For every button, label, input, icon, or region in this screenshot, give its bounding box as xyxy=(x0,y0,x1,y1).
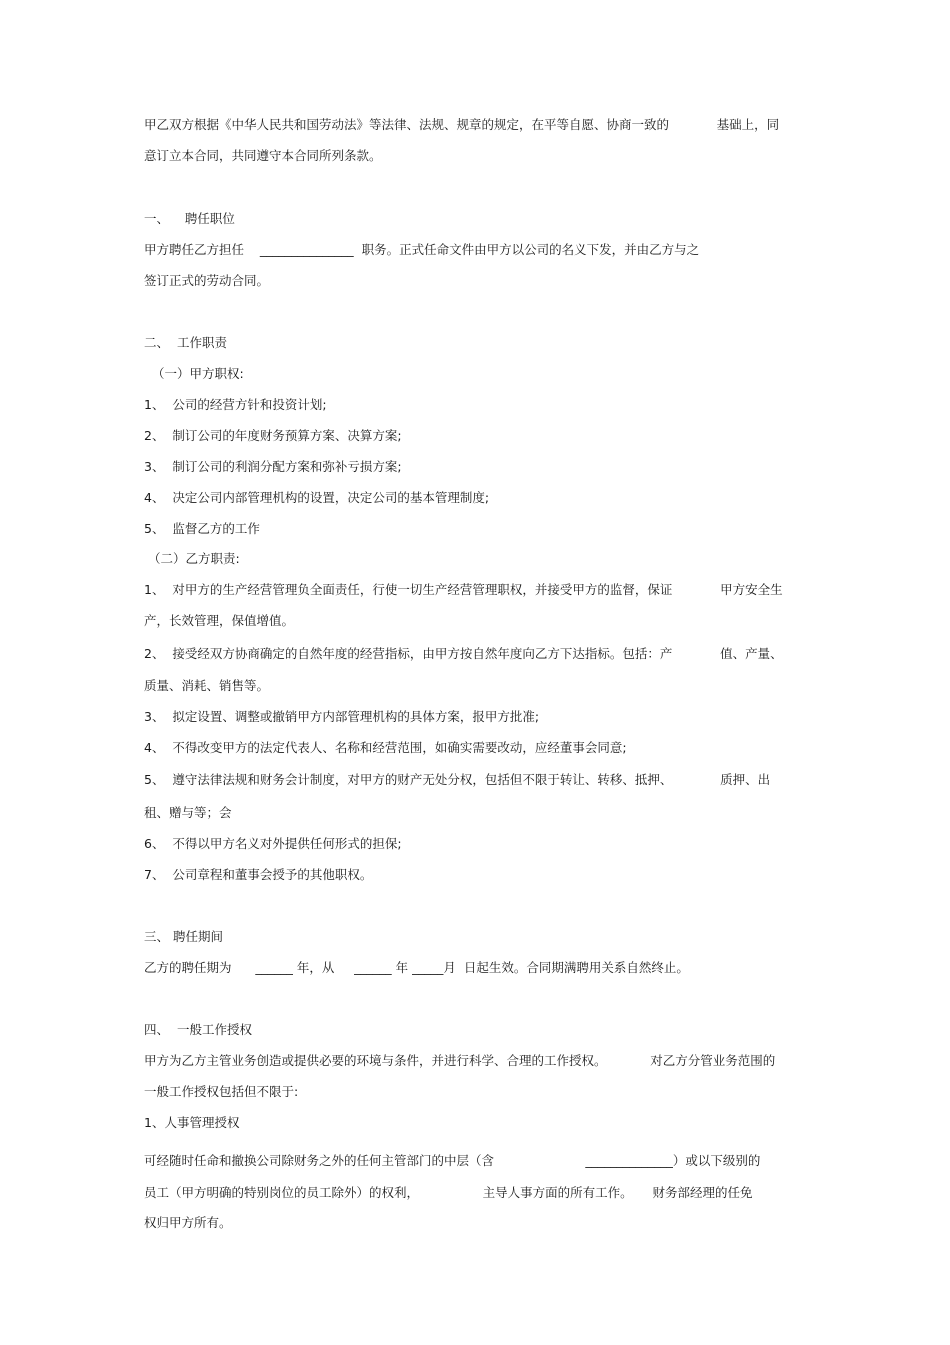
section-4-line-1: 甲方为乙方主管业务创造或提供必要的环境与条件，并进行科学、合理的工作授权。 对乙方分管业务范围的 xyxy=(144,1053,776,1068)
party-b-duties-title: （二）乙方职责: xyxy=(144,551,240,566)
list-item-continuation: 质量、消耗、销售等。 xyxy=(144,678,270,693)
list-item: 1、 对甲方的生产经营管理负全面责任，行使一切生产经营管理职权，并接受甲方的监督，保证 甲方安全生 xyxy=(144,582,783,597)
list-item: 1、 公司的经营方针和投资计划; xyxy=(144,397,327,412)
personnel-authority-line-3: 权归甲方所有。 xyxy=(144,1215,232,1230)
intro-line-2: 意订立本合同，共同遵守本合同所列条款。 xyxy=(144,148,382,163)
personnel-authority-title: 1、人事管理授权 xyxy=(144,1115,240,1130)
list-item: 5、 遵守法律法规和财务会计制度，对甲方的财产无处分权，包括但不限于转让、转移、抵押、 质押、出 xyxy=(144,772,771,787)
list-item: 4、 决定公司内部管理机构的设置，决定公司的基本管理制度; xyxy=(144,490,490,505)
section-4-heading: 四、 一般工作授权 xyxy=(144,1022,252,1037)
list-item: 4、 不得改变甲方的法定代表人、名称和经营范围，如确实需要改动，应经董事会同意; xyxy=(144,740,627,755)
personnel-authority-line-1: 可经随时任命和撤换公司除财务之外的任何主管部门的中层（含 ______________）或以下级别的 xyxy=(144,1153,761,1168)
section-1-line-1: 甲方聘任乙方担任 _______________ 职务。正式任命文件由甲方以公司的名义下发，并由乙方与之 xyxy=(144,242,700,257)
party-a-powers-title: （一）甲方职权: xyxy=(144,366,244,381)
list-item-continuation: 租、赠与等；会 xyxy=(144,805,232,820)
list-item: 6、 不得以甲方名义对外提供任何形式的担保; xyxy=(144,836,402,851)
list-item: 5、 监督乙方的工作 xyxy=(144,521,260,536)
list-item: 3、 制订公司的利润分配方案和弥补亏损方案; xyxy=(144,459,402,474)
list-item: 7、 公司章程和董事会授予的其他职权。 xyxy=(144,867,373,882)
section-1-line-2: 签订正式的劳动合同。 xyxy=(144,273,270,288)
list-item: 2、 接受经双方协商确定的自然年度的经营指标，由甲方按自然年度向乙方下达指标。包括：产 值、产量、 xyxy=(144,646,783,661)
section-3-line-1: 乙方的聘任期为 ______ 年，从 ______ 年 _____月 日起生效。合同期满聘用关系自然终止。 xyxy=(144,960,689,975)
section-3-heading: 三、 聘任期间 xyxy=(144,929,223,944)
section-1-heading: 一、 聘任职位 xyxy=(144,211,235,226)
intro-line-1: 甲乙双方根据《中华人民共和国劳动法》等法律、法规、规章的规定，在平等自愿、协商一致的 基础上，同 xyxy=(144,117,780,132)
list-item: 2、 制订公司的年度财务预算方案、决算方案; xyxy=(144,428,402,443)
section-4-line-2: 一般工作授权包括但不限于: xyxy=(144,1084,299,1099)
list-item: 3、 拟定设置、调整或撤销甲方内部管理机构的具体方案，报甲方批准; xyxy=(144,709,540,724)
personnel-authority-line-2: 员工（甲方明确的特别岗位的员工除外）的权利， 主导人事方面的所有工作。 财务部经理的任免 xyxy=(144,1185,753,1200)
list-item-continuation: 产，长效管理，保值增值。 xyxy=(144,613,295,628)
section-2-heading: 二、 工作职责 xyxy=(144,335,227,350)
